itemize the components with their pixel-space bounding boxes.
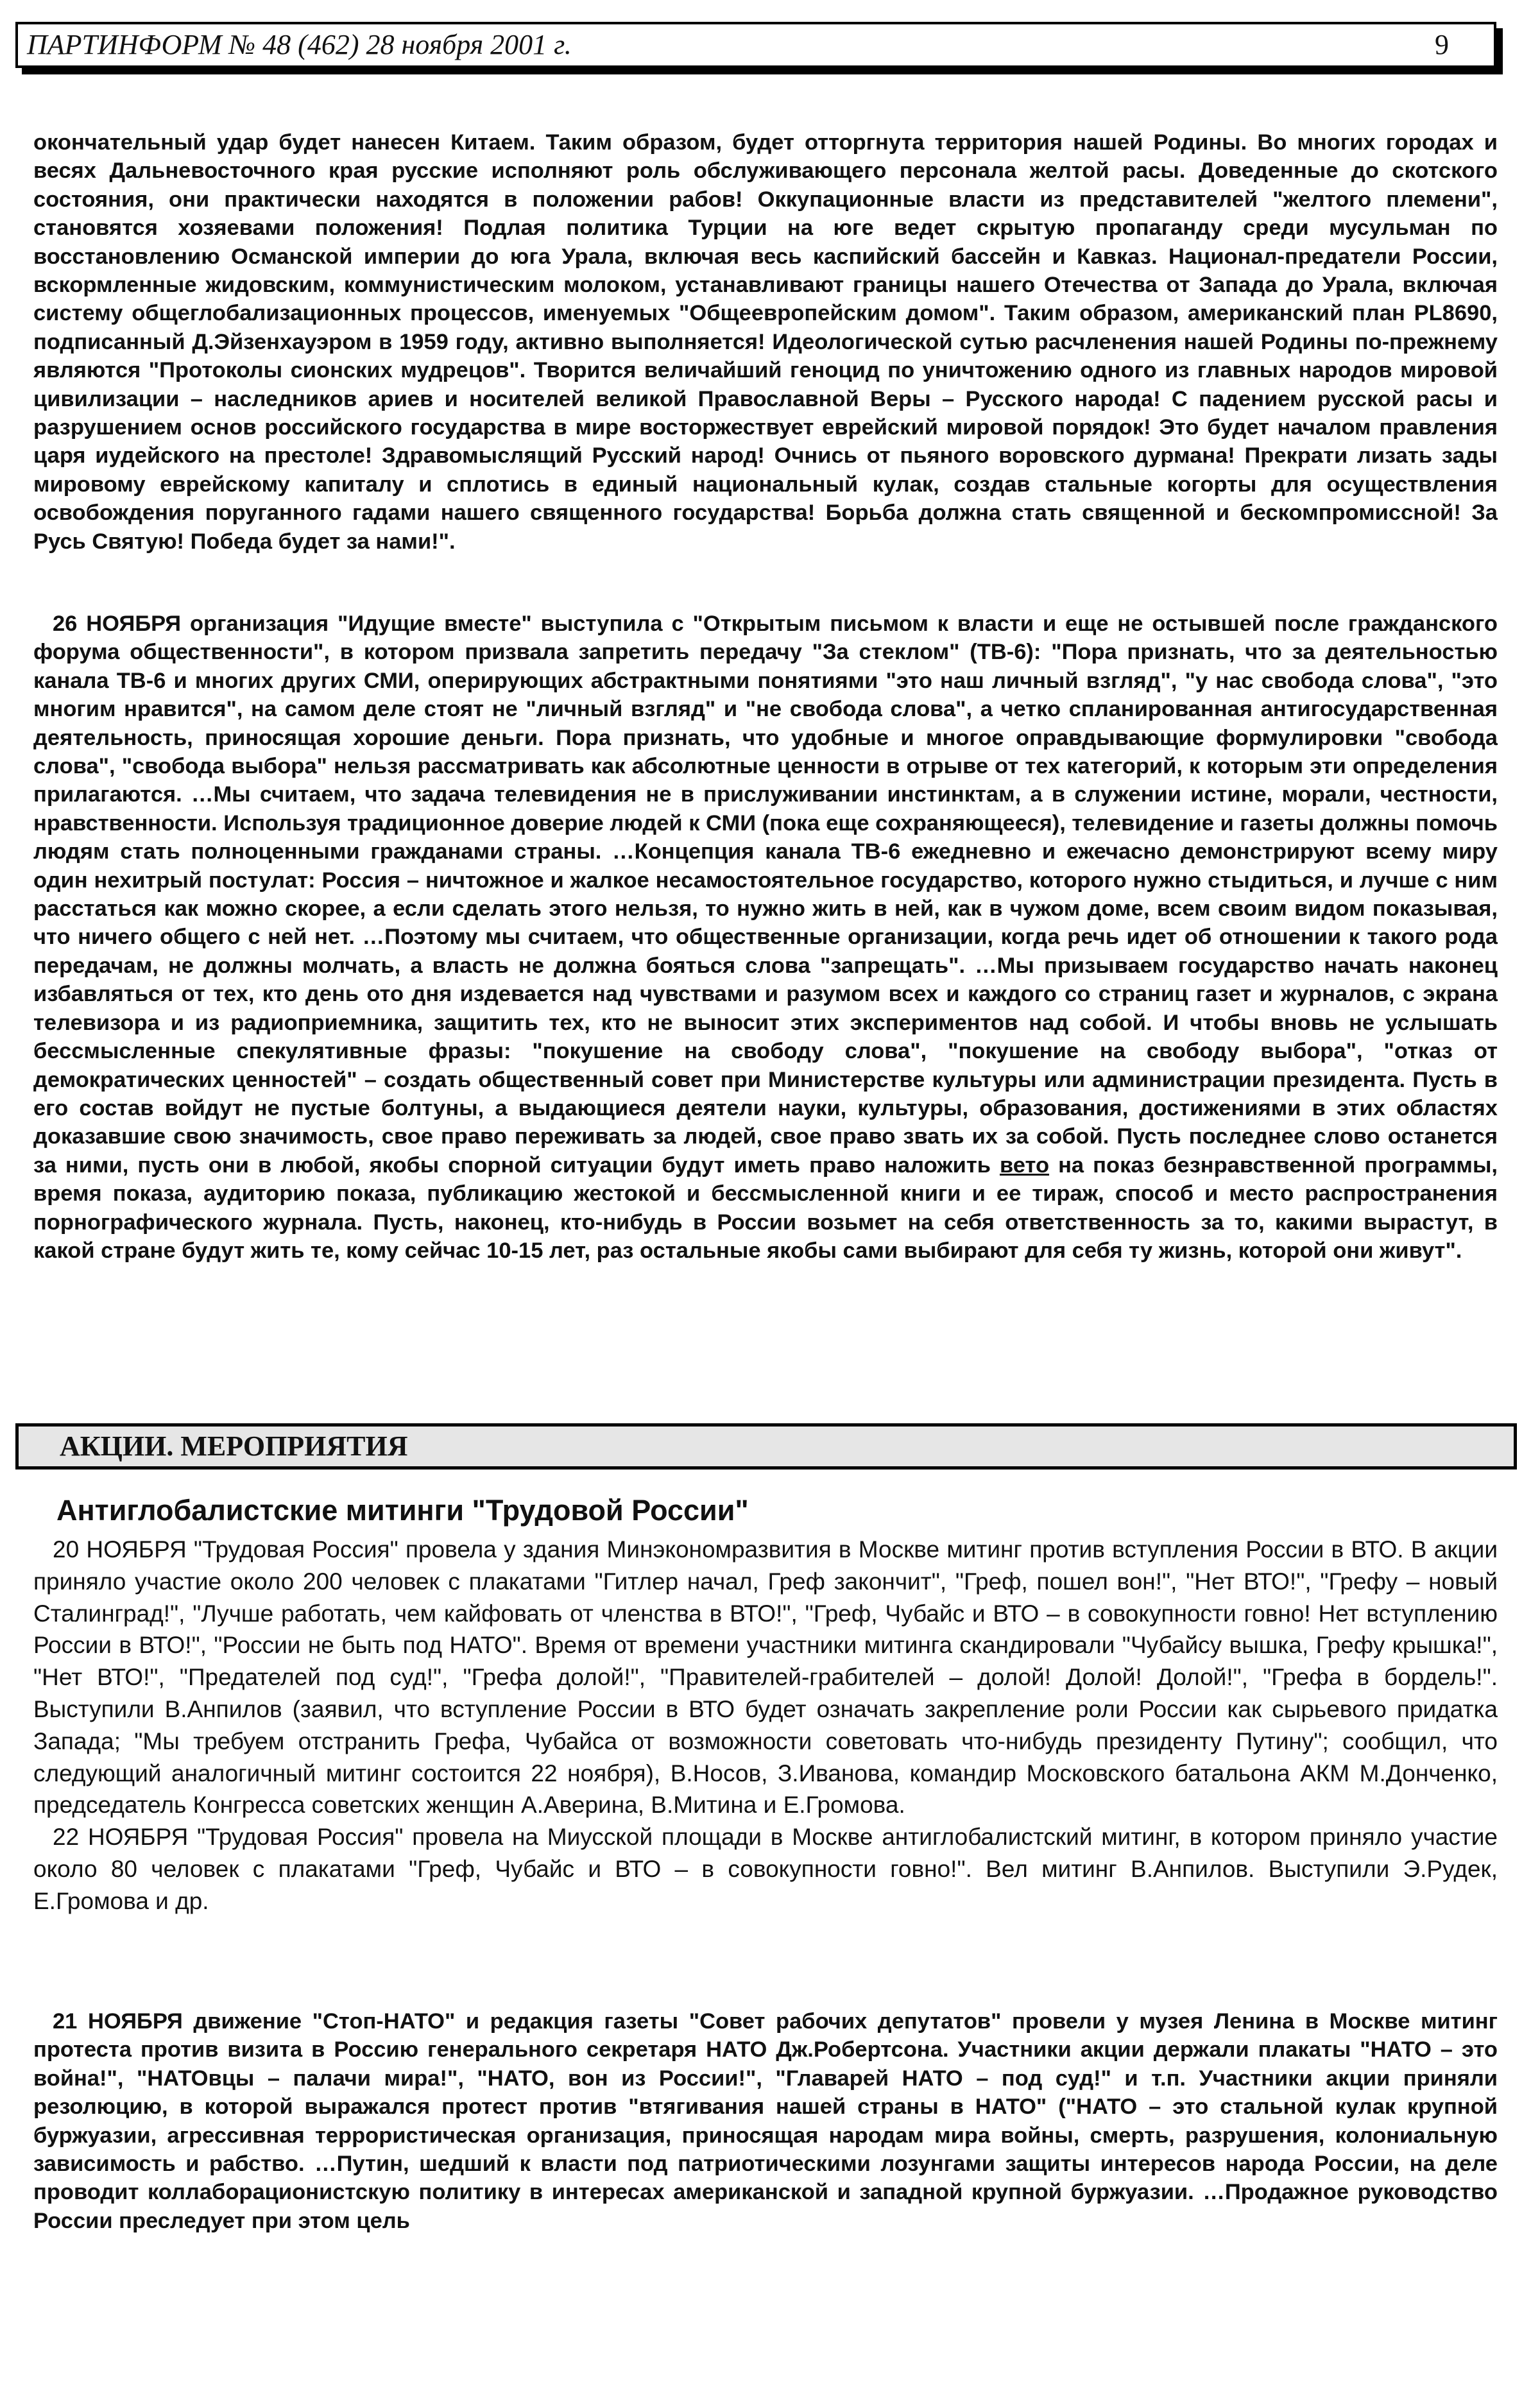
section-heading-text: АКЦИИ. МЕРОПРИЯТИЯ bbox=[60, 1430, 408, 1462]
page-header bbox=[15, 22, 1496, 68]
article-title: Антиглобалистские митинги "Трудовой России" bbox=[56, 1494, 749, 1527]
paragraph-stop-nato: 21 НОЯБРЯ движение "Стоп-НАТО" и редакция газеты "Совет рабочих депутатов" провели у музея Ленина в Москве митинг протеста против визита в Россию генерального секретаря НАТО Дж.Робертсона. Участники акции держали плакаты "НАТО – это война!", "НАТОвцы – палачи мира!", "НАТО, вон из России!", "Главарей НАТО – под суд!" и т.п. Участники акции приняли резолюцию, в которой выражался протест против "втягивания нашей страны в НАТО" ("НАТО – это стальной кулак крупной буржуазии, агрессивная террористическая организация, приносящая народам мира войны, смерть, разрушения, колониальную зависимость и рабство. …Путин, шедший к власти под патриотическими лозунгами защиты интересов народа России, на деле проводит коллаборационистскую политику в интересах американской и западной крупной буржуазии. …Продажное руководство России преследует при этом цель bbox=[33, 2009, 1498, 2233]
paragraph-continuation: окончательный удар будет нанесен Китаем. Таким образом, будет отторгнута территория нашей Родины. Во многих городах и весях Дальневосточного края русские исполняют роль обслуживающего персонала желтой расы. Доведенные до скотского состояния, они практически находятся в положении рабов! Оккупационные власти из представителей "желтого племени", становятся хозяевами положения! Подлая политика Турции на юге ведет скрытую пропаганду среди мусульман по восстановлению Османской империи до юга Урала, включая весь каспийский бассейн и Кавказ. Национал-предатели России, вскормленные жидовским, коммунистическим молоком, устанавливают границы нашего Отечества от Запада до Урала, включая систему общеглобализационных процессов, именуемых "Общеевропейским домом". Таким образом, американский план PL8690, подписанный Д.Эйзенхауэром в 1959 году, активно выполняется! Идеологической сутью расчленения нашей Родины по-прежнему являются "Протоколы сионских мудрецов". Творится величайший геноцид по уничтожению одного из главных народов мировой цивилизации – наследников ариев и носителей великой Православной Веры – Русского народа! С падением русской расы и разрушением основ российского государства в мире восторжествует еврейский мировой порядок! Это будет началом правления царя иудейского на престоле! Здравомыслящий Русский народ! Очнись от пьяного воровского дурмана! Прекрати лизать зады мировому еврейскому капиталу и сплотись в единый национальный кулак, создав стальные когорты для осуществления освобождения поруганного гадами нашего священного государства! Борьба должна стать священной и бескомпромиссной! За Русь Святую! Победа будет за нами!". bbox=[33, 130, 1498, 554]
section-heading bbox=[15, 1423, 1517, 1469]
underlined-word: вето bbox=[1000, 1152, 1050, 1178]
article-body bbox=[33, 1534, 1498, 1917]
paragraph-text: на показ безнравственной программы, время показа, аудиторию показа, публикацию жестокой и бессмысленной книги и ее тираж, способ и место распространения порнографического журнала. Пусть, наконец, кто-нибудь в России возьмет на себя ответственность за то, какими вырастут, в какой стране будут жить те, кому сейчас 10-15 лет, раз остальные якобы сами выбирают для себя ту жизнь, которой они живут". bbox=[33, 1152, 1498, 1263]
page-number: 9 bbox=[1435, 29, 1449, 60]
article-paragraph: 20 НОЯБРЯ "Трудовая Россия" провела у здания Минэкономразвития в Москве митинг против вступления России в ВТО. В акции приняло участие около 200 человек с плакатами "Гитлер начал, Греф закончит", "Греф, пошел вон!", "Нет ВТО!", "Грефу – новый Сталинград!", "Лучше работать, чем кайфовать от членства в ВТО!", "Греф, Чубайс и ВТО – в совокупности говно! Нет вступлению России в ВТО!", "России не быть под НАТО". Время от времени участники митинга скандировали "Чубайсу вышка, Грефу крышка!", "Нет ВТО!", "Предателей под суд!", "Грефа долой!", "Правителей-грабителей – долой! Долой! Долой!", "Грефа в бордель!". Выступили В.Анпилов (заявил, что вступление России в ВТО будет означать закрепление роли России как сырьевого придатка Запада; "Мы требуем отстранить Грефа, Чубайса от возможности советовать что-нибудь президенту Путину"; сообщил, что следующий аналогичный митинг состоится 22 ноября), В.Носов, З.Иванова, командир Московского батальона АКМ М.Донченко, председатель Конгресса советских женщин А.Аверина, В.Митина и Е.Громова. bbox=[33, 1536, 1498, 1819]
header-title: ПАРТИНФОРМ № 48 (462) 28 ноября 2001 г. bbox=[27, 29, 572, 60]
paragraph-text: 26 НОЯБРЯ организация "Идущие вместе" выступила с "Открытым письмом к власти и еще не остывшей после гражданского форума общественности", в котором призвала запретить передачу "За стеклом" (ТВ-6): "Пора признать, что за деятельностью канала ТВ-6 и многих других СМИ, оперирующих абстрактными понятиями "это наш личный взгляд", "у нас свобода слова", "это многим нравится", на самом деле стоят не "личный взгляд" и "не свобода слова", а четко спланированная антигосударственная деятельность, приносящая хорошие деньги. Пора признать, что удобные и многое оправдывающие формулировки "свобода слова", "свобода выбора" нельзя рассматривать как абсолютные ценности в отрыве от тех категорий, к которым эти определения прилагаются. …Мы считаем, что задача телевидения не в прислуживании инстинктам, а в служении истине, морали, честности, нравственности. Используя традиционное доверие людей к СМИ (пока еще сохраняющееся), телевидение и газеты должны помочь людям стать полноценными гражданами страны. …Концепция канала ТВ-6 ежедневно и ежечасно демонстрируют всему миру один нехитрый постулат: Россия – ничтожное и жалкое несамостоятельное государство, которого нужно стыдиться, и лучше с ним расстаться как можно скорее, а если сделать этого нельзя, то нужно жить в ней, как в чужом доме, всем своим видом показывая, что ничего общего с ней нет. …Поэтому мы считаем, что общественные организации, когда речь идет об отношении к такого рода передачам, не должны молчать, а власть не должна бояться слова "запрещать". …Мы призываем государство начать наконец избавляться от тех, кто день ото дня издевается над чувствами и разумом всех и каждого со страниц газет и журналов, с экрана телевизора и из радиоприемника, защитить тех, кто не выносит этих экспериментов над собой. И чтобы вновь не услышать бессмысленные спекулятивные фразы: "покушение на свободу слова", "покушение на свободу выбора", "отказ от демократических ценностей" – создать общественный совет при Министерстве культуры или администрации президента. Пусть в его состав войдут не пустые болтуны, а выдающиеся деятели науки, культуры, образования, достижениями в этих областях доказавшие свою значимость, свое право переживать за людей, свое право звать их за собой. Пусть последнее слово останется за ними, пусть они в любой, якобы спорной ситуации будут иметь право наложить bbox=[33, 612, 1498, 1178]
paragraph-idushchie-vmeste bbox=[33, 610, 1498, 1265]
article-paragraph: 22 НОЯБРЯ "Трудовая Россия" провела на Миусской площади в Москве антиглобалистский митинг, в котором приняло участие около 80 человек с плакатами "Греф, Чубайс и ВТО – в совокупности говно!". Вел митинг В.Анпилов. Выступили Э.Рудек, Е.Громова и др. bbox=[33, 1824, 1498, 1914]
